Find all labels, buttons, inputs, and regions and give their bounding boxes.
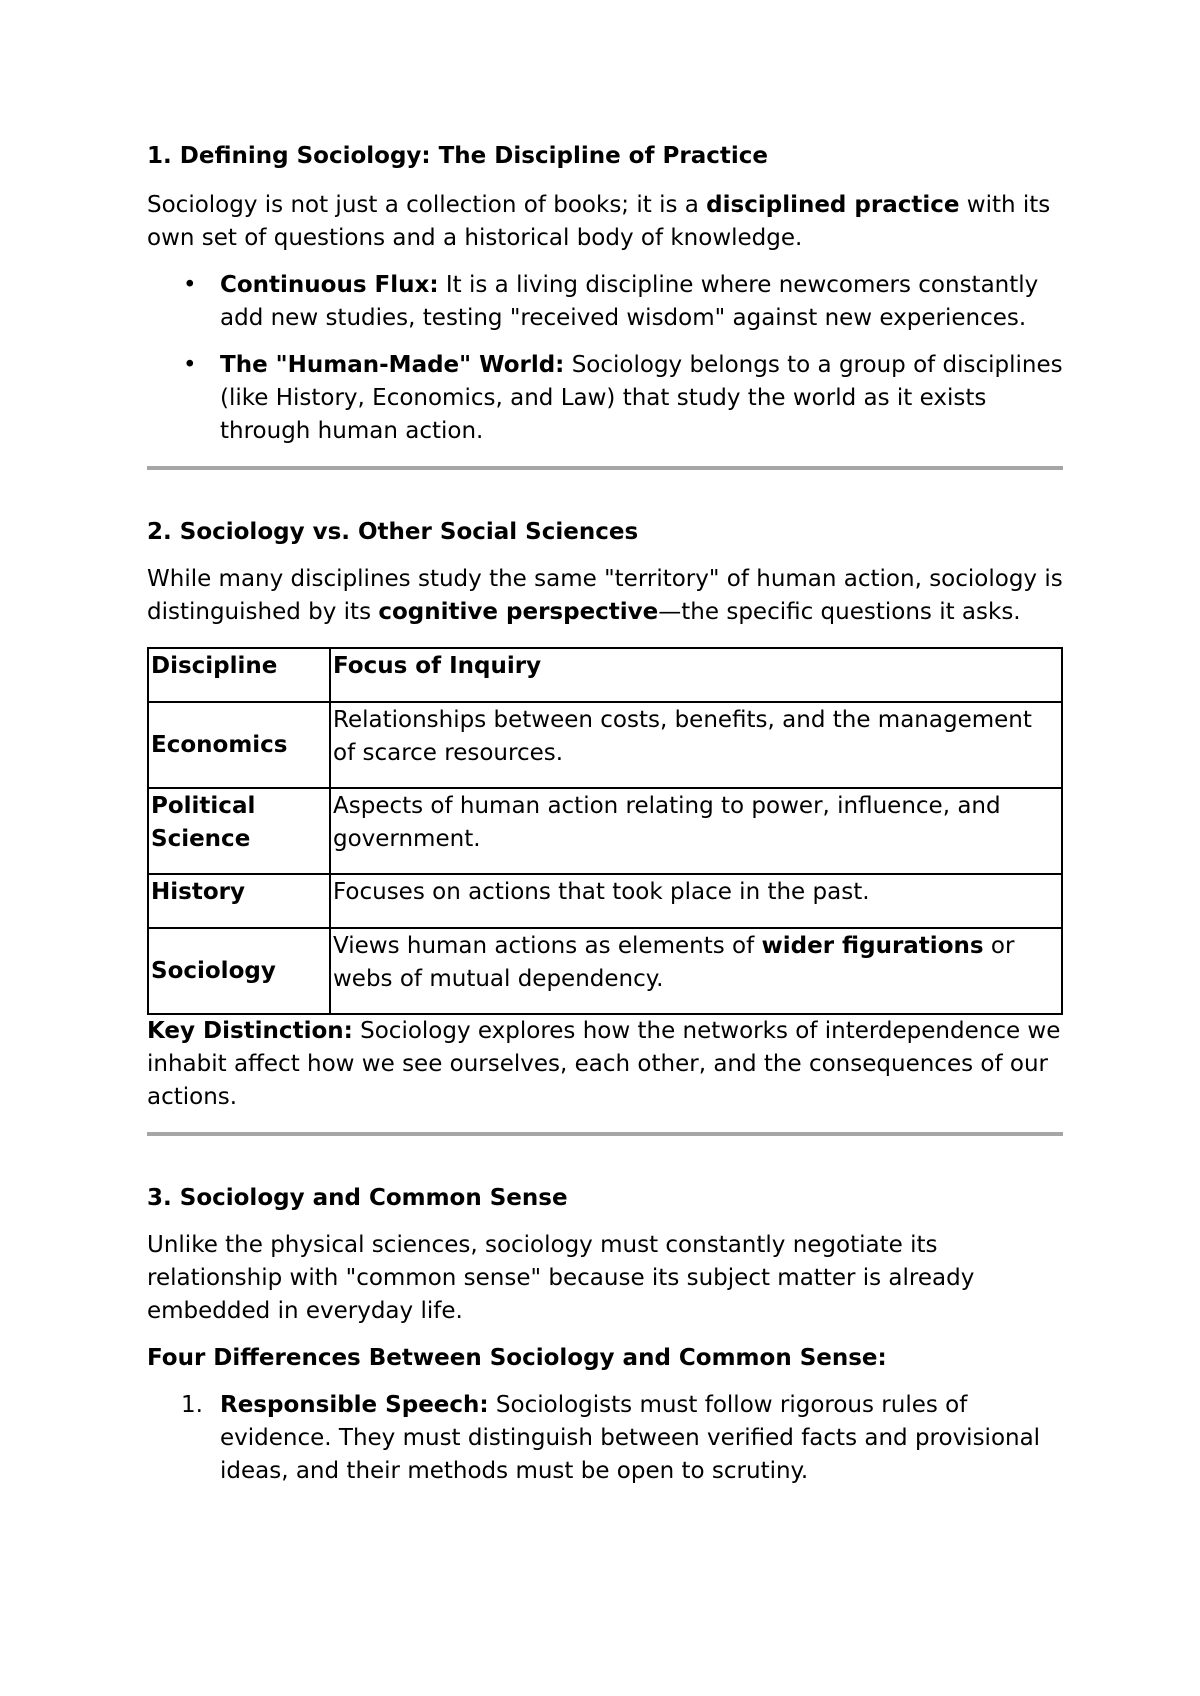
table-cell-discipline [148,928,330,1014]
table-row [148,702,1062,788]
bullet-item-text: Sociology belongs to a group of disciplines (like History, Economics, and Law) that study the world as it exists through human action. [220,352,1063,444]
section-1-heading: 1. Defining Sociology: The Discipline of Practice [147,143,768,169]
table-header-row [148,648,1062,702]
table-cell-focus [330,928,1062,1014]
list-item [147,1389,1063,1488]
table-cell-focus: Relationships between costs, benefits, and the management of scarce resources. [330,702,1062,788]
bullet-item-text: It is a living discipline where newcomers constantly add new studies, testing "received wisdom" against new experiences. [220,272,1039,331]
section-1-intro-bold: disciplined practice [706,192,960,218]
section-3-intro: Unlike the physical sciences, sociology must constantly negotiate its relationship with "common sense" because its subject matter is already embedded in everyday life. [147,1232,975,1324]
discipline-name: Economics [151,732,288,758]
differences-list [147,1389,1063,1488]
section-3-heading: 3. Sociology and Common Sense [147,1185,568,1211]
bullet-icon: • [183,352,197,378]
bullet-item-title: Continuous Flux: [220,272,439,298]
focus-text: Views human actions as elements of [333,933,762,959]
section-divider [147,1132,1063,1136]
section-2-heading: 2. Sociology vs. Other Social Sciences [147,519,639,545]
section-divider [147,466,1063,470]
table-row [148,874,1062,928]
list-item-text: Sociologists must follow rigorous rules of evidence. They must distinguish between verified facts and provisional ideas, and their methods must be open to scrutiny. [220,1392,1041,1484]
section-1-intro [147,189,1063,255]
table-cell-focus: Focuses on actions that took place in the past. [330,874,1062,928]
section-2-intro-bold: cognitive perspective [378,599,659,625]
table-header-focus: Focus of Inquiry [333,653,542,679]
key-distinction-label: Key Distinction: [147,1018,353,1044]
list-item-number: 1. [181,1392,203,1418]
table-cell-discipline [148,788,330,874]
section-2-intro-text-end: —the specific questions it asks. [658,599,1021,625]
table-header-cell [148,648,330,702]
table-header-cell [330,648,1062,702]
table-row [148,928,1062,1014]
section-3-subheading [147,1342,1063,1375]
disciplines-table [147,647,1063,1015]
bullet-item [147,349,1063,448]
list-item-title: Responsible Speech: [220,1392,489,1418]
discipline-name: Sociology [151,958,276,984]
table-cell-discipline [148,702,330,788]
table-row [148,788,1062,874]
key-distinction [147,1015,1063,1114]
section-1-bullet-list [147,269,1063,448]
bullet-item [147,269,1063,335]
focus-bold: wider figurations [761,933,984,959]
table-header-discipline: Discipline [151,653,278,679]
bullet-item-title: The "Human-Made" World: [220,352,565,378]
discipline-name: Political Science [151,793,256,852]
section-1-intro-text: Sociology is not just a collection of books; it is a [147,192,707,218]
section-3-subheading-text: Four Differences Between Sociology and Common Sense: [147,1345,887,1371]
bullet-icon: • [183,272,197,298]
section-2-intro-text: While many disciplines study the same "territory" of human action, sociology is distinguished by its [147,566,1063,625]
table-cell-focus: Aspects of human action relating to power, influence, and government. [330,788,1062,874]
discipline-name: History [151,879,245,905]
key-distinction-text: Sociology explores how the networks of interdependence we inhabit affect how we see ourselves, each other, and the consequences of our actions. [147,1018,1061,1110]
document-page [147,140,1063,1488]
section-1-intro-text-end: with its own set of questions and a historical body of knowledge. [147,192,1051,251]
focus-text-end: or webs of mutual dependency. [333,933,1015,992]
table-cell-discipline [148,874,330,928]
section-2-intro [147,563,1063,629]
